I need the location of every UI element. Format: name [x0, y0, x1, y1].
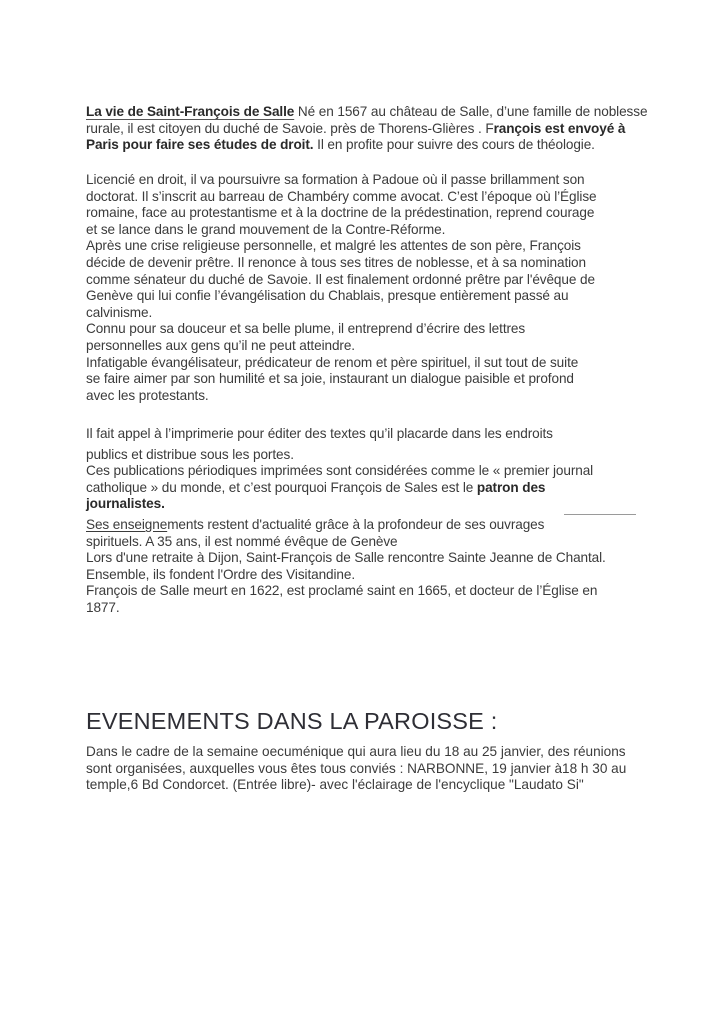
text-line: Ses enseignements restent d'actualité grâce à la profondeur de ses ouvrages [86, 517, 545, 532]
text-line: comme sénateur du duché de Savoie. Il est finalement ordonné prêtre par l'évêque de [86, 271, 595, 287]
text-line: décide de devenir prêtre. Il renonce à tous ses titres de noblesse, et à sa nomination [86, 254, 586, 270]
text-line: spirituels. A 35 ans, il est nommé évêque de Genève [86, 533, 398, 549]
text-line: Ces publications périodiques imprimées sont considérées comme le « premier journal [86, 463, 594, 479]
text-line: Lors d'une retraite à Dijon, Saint-François de Salle rencontre Sainte Jeanne de Chantal. [86, 550, 606, 566]
text-line: temple,6 Bd Condorcet. (Entrée libre)- avec l'éclairage de l'encyclique "Laudato Si" [86, 777, 584, 792]
text-line: Genève qui lui confie l’évangélisation du Chablais, presque entièrement passé au [86, 288, 569, 304]
bio-press-paragraph [86, 426, 646, 513]
text-line: François de Salle meurt en 1622, est proclamé saint en 1665, et docteur de l’Église en [86, 583, 598, 599]
text-line: 1877. [86, 599, 120, 615]
text-line: et se lance dans le grand mouvement de la Contre-Réforme. [86, 221, 446, 237]
text-line: publics et distribue sous les portes. [86, 446, 294, 462]
text-line: doctorat. Il s’inscrit au barreau de Chambéry comme avocat. C’est l’époque où l’Église [86, 188, 597, 204]
events-paragraph [86, 744, 686, 794]
text-line: romaine, face au protestantisme et à la doctrine de la prédestination, reprend courage [86, 205, 595, 221]
intro-line-2: rurale, il est citoyen du duché de Savoie. près de Thorens-Glières . François est envoyé à [86, 120, 626, 136]
text-line: Il fait appel à l’imprimerie pour éditer des textes qu’il placarde dans les endroits [86, 426, 553, 441]
text-line: Après une crise religieuse personnelle, et malgré les attentes de son père, François [86, 238, 581, 254]
text-line: Dans le cadre de la semaine oecuménique qui aura lieu du 18 au 25 janvier, des réunions [86, 744, 626, 759]
bio-legacy-paragraph [86, 517, 646, 617]
bio-intro-paragraph [86, 104, 646, 154]
text-line: journalistes. [86, 496, 165, 512]
intro-line-1: La vie de Saint-François de Salle Né en 1567 au château de Salle, d’une famille de noblesse [86, 104, 648, 119]
bio-title: La vie de Saint-François de Salle [86, 104, 295, 119]
text-line: Connu pour sa douceur et sa belle plume, il entreprend d’écrire des lettres [86, 321, 526, 337]
bio-career-paragraph [86, 172, 646, 404]
text-line: avec les protestants. [86, 387, 209, 403]
text-line: calvinisme. [86, 304, 153, 320]
text-line: Infatigable évangélisateur, prédicateur de renom et père spirituel, il sut tout de suite [86, 354, 579, 370]
text-line: Licencié en droit, il va poursuivre sa formation à Padoue où il passe brillamment son [86, 172, 585, 187]
text-line: sont organisées, auxquelles vous êtes tous conviés : NARBONNE, 19 janvier à18 h 30 au [86, 760, 627, 776]
text-line: Ensemble, ils fondent l'Ordre des Visitandine. [86, 566, 356, 582]
text-line: se faire aimer par son humilité et sa joie, instaurant un dialogue paisible et profond [86, 371, 574, 387]
text-line: personnelles aux gens qu’il ne peut atteindre. [86, 337, 355, 353]
events-heading: EVENEMENTS DANS LA PAROISSE : [86, 708, 498, 734]
text-line: catholique » du monde, et c’est pourquoi François de Sales est le patron des [86, 479, 546, 495]
intro-line-3: Paris pour faire ses études de droit. Il en profite pour suivre des cours de théologie. [86, 137, 595, 153]
horizontal-rule [564, 514, 636, 515]
